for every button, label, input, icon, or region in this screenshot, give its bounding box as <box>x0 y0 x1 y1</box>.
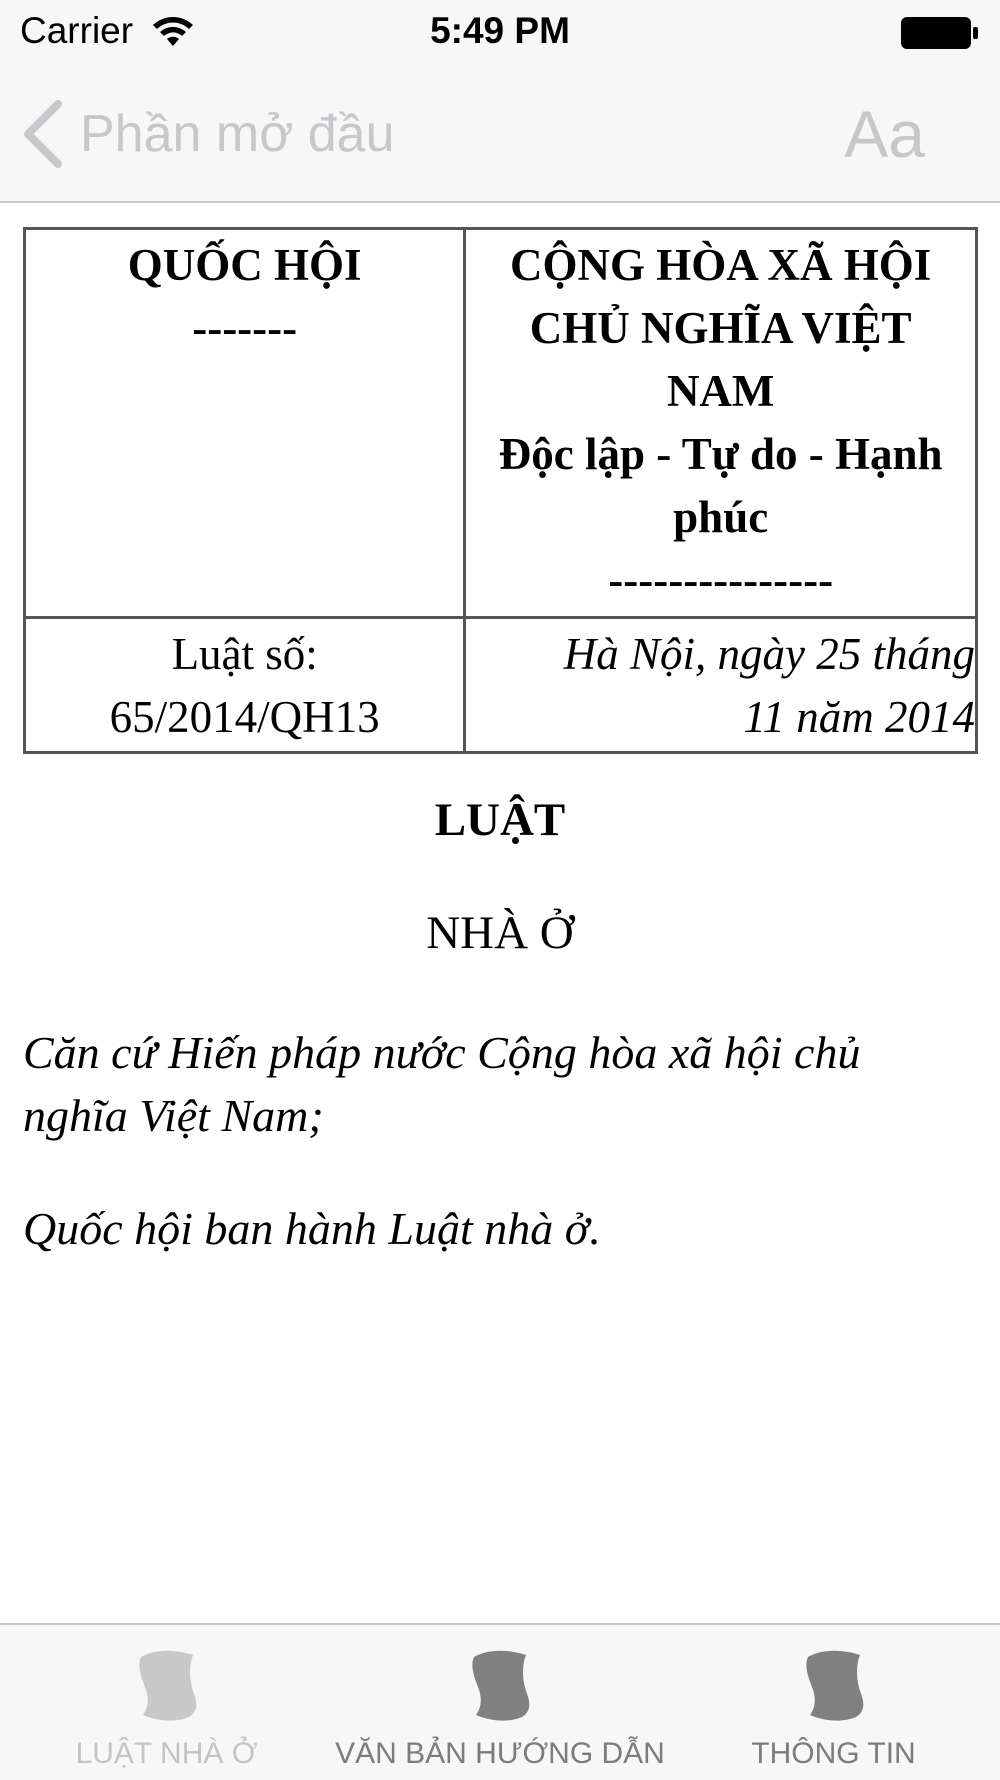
date-line-1: Hà Nội, ngày 25 tháng <box>563 629 975 679</box>
issuer-name: QUỐC HỘI <box>127 240 362 290</box>
preamble-paragraph <box>23 1021 978 1147</box>
font-size-button[interactable]: Aa <box>844 97 925 171</box>
battery-icon <box>900 16 980 50</box>
tab-luat-nha-o[interactable] <box>0 1625 333 1780</box>
motto-line-1: CỘNG HÒA XÃ HỘI <box>510 240 932 290</box>
status-bar <box>0 0 1000 66</box>
motto-line-5: phúc <box>673 492 769 542</box>
document-title: LUẬT <box>434 794 566 846</box>
issuer-cell <box>25 229 465 618</box>
enactment-line-1: Quốc hội ban hành Luật nhà ở. <box>23 1203 601 1254</box>
law-number-cell <box>25 618 465 753</box>
law-number-label: Luật số: <box>171 629 318 679</box>
scroll-icon <box>460 1645 540 1725</box>
motto-line-2: CHỦ NGHĨA VIỆT <box>529 303 912 353</box>
preamble-line-2: nghĩa Việt Nam; <box>23 1090 324 1141</box>
carrier-label: Carrier <box>20 10 134 51</box>
date-cell <box>465 618 977 753</box>
back-button[interactable] <box>20 94 395 174</box>
navigation-bar <box>0 66 1000 203</box>
national-motto-cell <box>465 229 977 618</box>
document-content <box>0 203 1000 1623</box>
tab-van-ban-huong-dan[interactable] <box>333 1625 667 1780</box>
preamble-line-1: Căn cứ Hiến pháp nước Cộng hòa xã hội chủ <box>23 1027 861 1078</box>
date-line-2: 11 năm 2014 <box>743 692 975 742</box>
document-subtitle: NHÀ Ở <box>426 907 574 959</box>
scroll-icon <box>127 1645 207 1725</box>
motto-divider: --------------- <box>608 555 834 605</box>
tab-label: LUẬT NHÀ Ở <box>75 1737 258 1770</box>
motto-line-3: NAM <box>666 366 775 416</box>
tab-label: THÔNG TIN <box>751 1737 916 1770</box>
back-button-label: Phần mở đầu <box>80 105 395 163</box>
issuer-divider: ------- <box>192 303 298 353</box>
tab-bar <box>0 1623 1000 1780</box>
tab-thong-tin[interactable] <box>667 1625 1000 1780</box>
chevron-left-icon <box>20 99 66 169</box>
scroll-icon <box>794 1645 874 1725</box>
enactment-paragraph <box>23 1197 978 1260</box>
status-time: 5:49 PM <box>430 10 570 51</box>
document-header-table <box>23 227 978 754</box>
motto-line-4: Độc lập - Tự do - Hạnh <box>498 429 943 479</box>
tab-label: VĂN BẢN HƯỚNG DẪN <box>335 1737 665 1770</box>
law-number-value: 65/2014/QH13 <box>109 692 380 742</box>
